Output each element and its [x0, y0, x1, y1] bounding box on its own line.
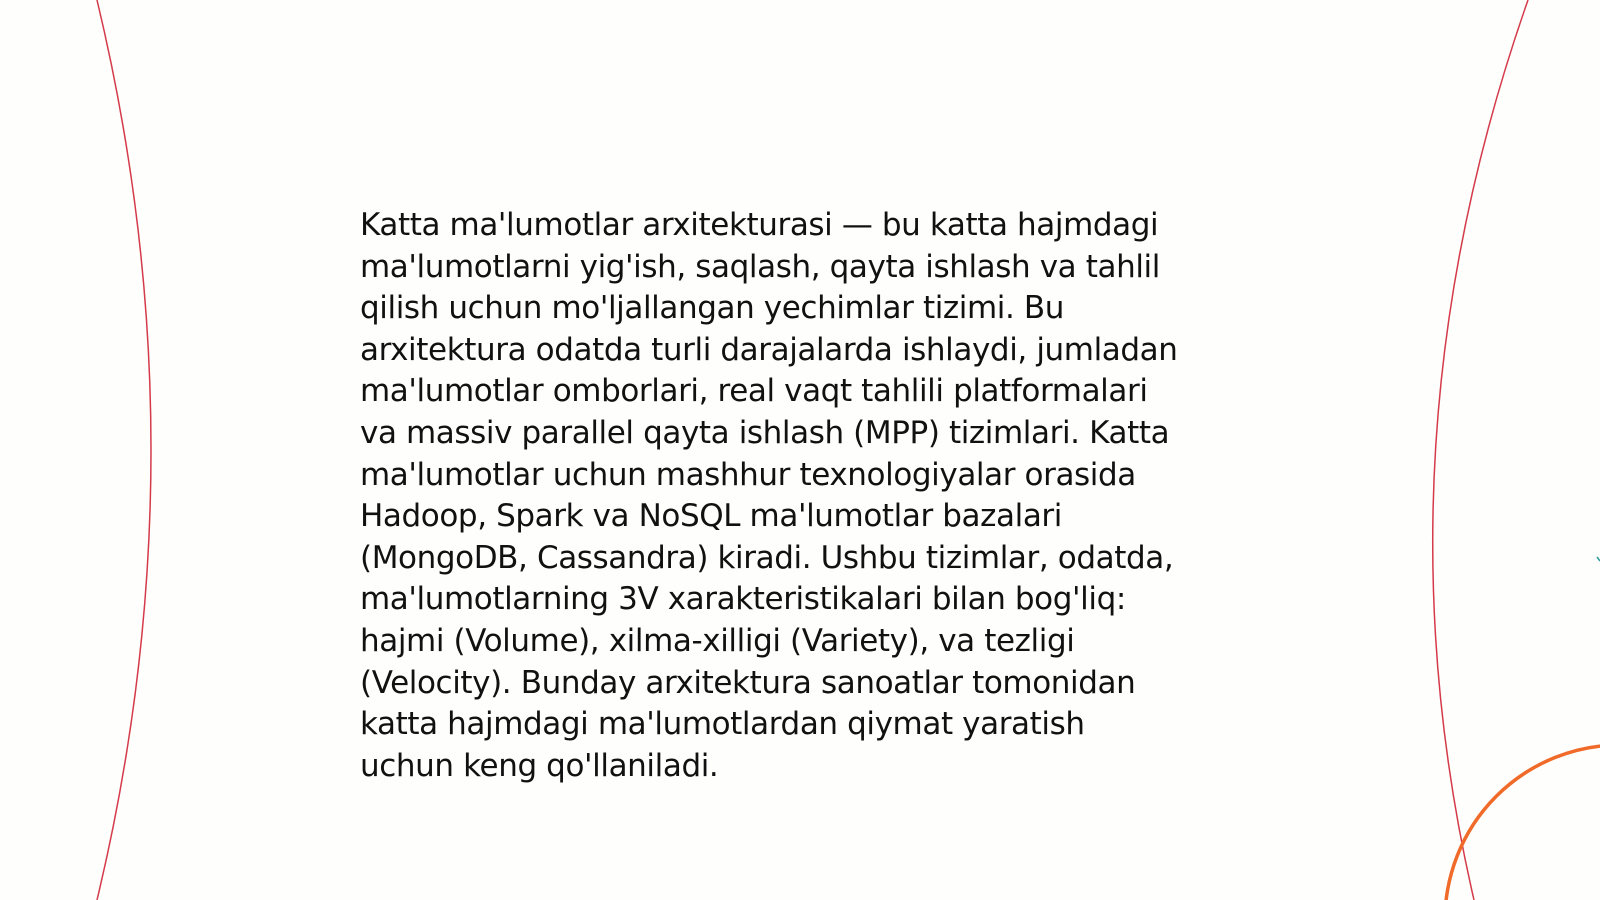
left-arc-line [97, 0, 151, 900]
body-paragraph: Katta ma'lumotlar arxitekturasi — bu katta hajmdagi ma'lumotlarni yig'ish, saqlash, qayta ishlash va tahlil qilish uchun mo'ljallangan yechimlar tizimi. Bu arxitektura odatda turli darajalarda ishlaydi, jumladan ma'lumotlar omborlari, real vaqt tahlili platformalari va massiv parallel qayta ishlash (MPP) tizimlari. Katta ma'lumotlar uchun mashhur texnologiyalar orasida Hadoop, Spark va NoSQL ma'lumotlar bazalari (MongoDB, Cassandra) kiradi. Ushbu tizimlar, odatda, ma'lumotlarning 3V xarakteristikalari bilan bog'liq: hajmi (Volume), xilma-xilligi (Variety), va tezligi (Velocity). Bunday arxitektura sanoatlar tomonidan katta hajmdagi ma'lumotlardan qiymat yaratish uchun keng qo'llaniladi. [360, 207, 1178, 784]
right-arc-line [1433, 0, 1528, 900]
orange-arc-circle [1445, 745, 1600, 900]
